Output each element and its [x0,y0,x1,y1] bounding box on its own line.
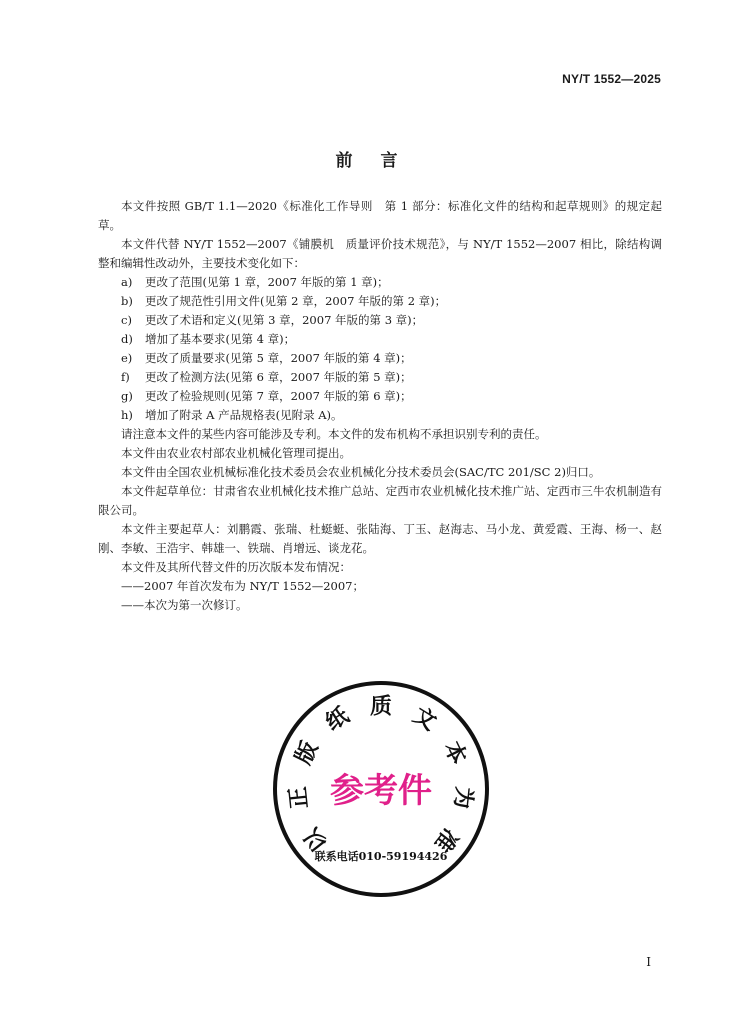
history-item: ——2007 年首次发布为 NY/T 1552—2007； [121,579,364,593]
stamp-ring-char: 为 [449,785,477,810]
paragraph-drafting-units: 本文件起草单位：甘肃省农业机械化技术推广总站、定西市农业机械化技术推广站、定西市三牛农机制造有限公司。 [98,484,662,517]
paragraph-history-intro: 本文件及其所代替文件的历次版本发布情况： [121,560,351,574]
list-item-text: 更改了规范性引用文件(见第 2 章，2007 年版的第 2 章)； [145,294,447,308]
paragraph-replacement: 本文件代替 NY/T 1552—2007《铺膜机 质量评价技术规范》，与 NY/T 1552—2007 相比，除结构调整和编辑性改动外，主要技术变化如下： [98,237,662,270]
paragraph-drafting-rule: 本文件按照 GB/T 1.1—2020《标准化工作导则 第 1 部分：标准化文件的结构和起草规则》的规定起草。 [98,199,662,232]
standard-code: NY/T 1552—2025 [562,72,661,86]
history-item: ——本次为第一次修订。 [121,598,248,612]
stamp-ring-char: 纸 [321,703,354,736]
list-item [98,292,662,311]
stamp-ring-char: 质 [369,694,393,720]
list-item-label: h) [121,408,133,422]
list-item-text: 更改了术语和定义(见第 3 章，2007 年版的第 3 章)； [145,313,424,327]
list-item-label: d) [121,332,133,346]
paragraph-drafters: 本文件主要起草人：刘鹏霞、张瑞、杜蜓蜓、张陆海、丁玉、赵海志、马小龙、黄爱霞、王海、杨一、赵刚、李敏、王浩宇、韩雄一、铁瑞、肖增远、谈龙花。 [98,522,662,555]
list-item [98,368,662,387]
list-item-text: 更改了检测方法(见第 6 章，2007 年版的第 5 章)； [145,370,412,384]
list-item-text: 更改了范围(见第 1 章，2007 年版的第 1 章)； [145,275,389,289]
stamp-ring-char: 正 [285,785,313,810]
stamp-ring-char: 版 [291,737,324,769]
list-item-text: 增加了附录 A 产品规格表(见附录 A)。 [145,408,343,422]
stamp-phone-text: 联系电话010-59194426 [314,850,448,863]
list-item [98,330,662,349]
list-item [98,349,662,368]
list-item [98,273,662,292]
stamp-ring-char: 以 [299,823,334,856]
list-item-text: 更改了质量要求(见第 5 章，2007 年版的第 4 章)； [145,351,412,365]
page-number: I [646,955,651,969]
list-item-label: c) [121,313,132,327]
reference-stamp [270,678,492,900]
paragraph-proposer: 本文件由农业农村部农业机械化管理司提出。 [121,446,351,460]
list-item-text: 增加了基本要求(见第 4 章)； [145,332,296,346]
stamp-ring-char: 本 [438,737,471,769]
paragraph-centralized: 本文件由全国农业机械标准化技术委员会农业机械化分技术委员会(SAC/TC 201/SC 2)归口。 [121,465,601,479]
stamp-center-text: 参考件 [330,771,432,811]
list-item [98,311,662,330]
list-item [98,387,662,406]
stamp-ring-char: 准 [428,823,463,856]
list-item [98,406,662,425]
list-item-label: g) [121,389,133,403]
paragraph-patent: 请注意本文件的某些内容可能涉及专利。本文件的发布机构不承担识别专利的责任。 [121,427,547,441]
document-body [98,197,662,615]
page-title: 前 言 [335,151,398,171]
stamp-ring-char: 文 [408,703,441,736]
list-item-label: e) [121,351,133,365]
list-item-label: a) [121,275,133,289]
list-item-text: 更改了检验规则(见第 7 章，2007 年版的第 6 章)； [145,389,412,403]
list-item-label: b) [121,294,133,308]
list-item-label: f) [121,370,130,384]
